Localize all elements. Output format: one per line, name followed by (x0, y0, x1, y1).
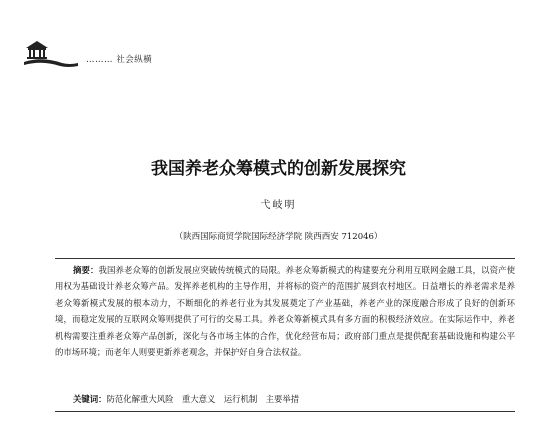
building-emblem-icon (22, 34, 80, 70)
abstract-bottom-rule (55, 411, 515, 412)
article-author: 弋岐明 (260, 200, 297, 211)
author-affiliation: （陕西国际商贸学院国际经济学院 陕西西安 712046） (174, 232, 383, 242)
keywords-label: 关键词： (73, 394, 107, 404)
section-label: ……… 社会纵横 (86, 55, 153, 65)
abstract-block (55, 262, 515, 360)
abstract-label: 摘要： (73, 265, 99, 275)
page-header (22, 34, 222, 70)
abstract-text: 我国养老众筹的创新发展应突破传统模式的局限。养老众筹新模式的构建要充分利用互联网金融工具，以资产使用权为基础设计养老众筹产品。发挥养老机构的主导作用，并将标的资产的范围扩展到农村地区。日益增长的养老需求是养老众筹新模式发展的根本动力，不断细化的养老行业为其发展奠定了产业基础，养老产业的深度融合形成了良好的创新环境，而稳定发展的互联网众筹则提供了可行的交易工具。养老众筹新模式具有多方面的积极经济效应。在实际运作中，养老机构需要注重养老众筹产品创新，深化与各市场主体的合作，优化经营布局；政府部门重点是提供配套基础设施和构建公平的市场环境；而老年人则要更新养老观念，并保护好自身合法权益。 (55, 265, 516, 358)
keywords-line (73, 393, 513, 405)
abstract-top-rule (55, 258, 515, 259)
keywords-text: 防范化解重大风险 重大意义 运行机制 主要举措 (106, 394, 300, 404)
article-title: 我国养老众筹模式的创新发展探究 (151, 159, 406, 179)
